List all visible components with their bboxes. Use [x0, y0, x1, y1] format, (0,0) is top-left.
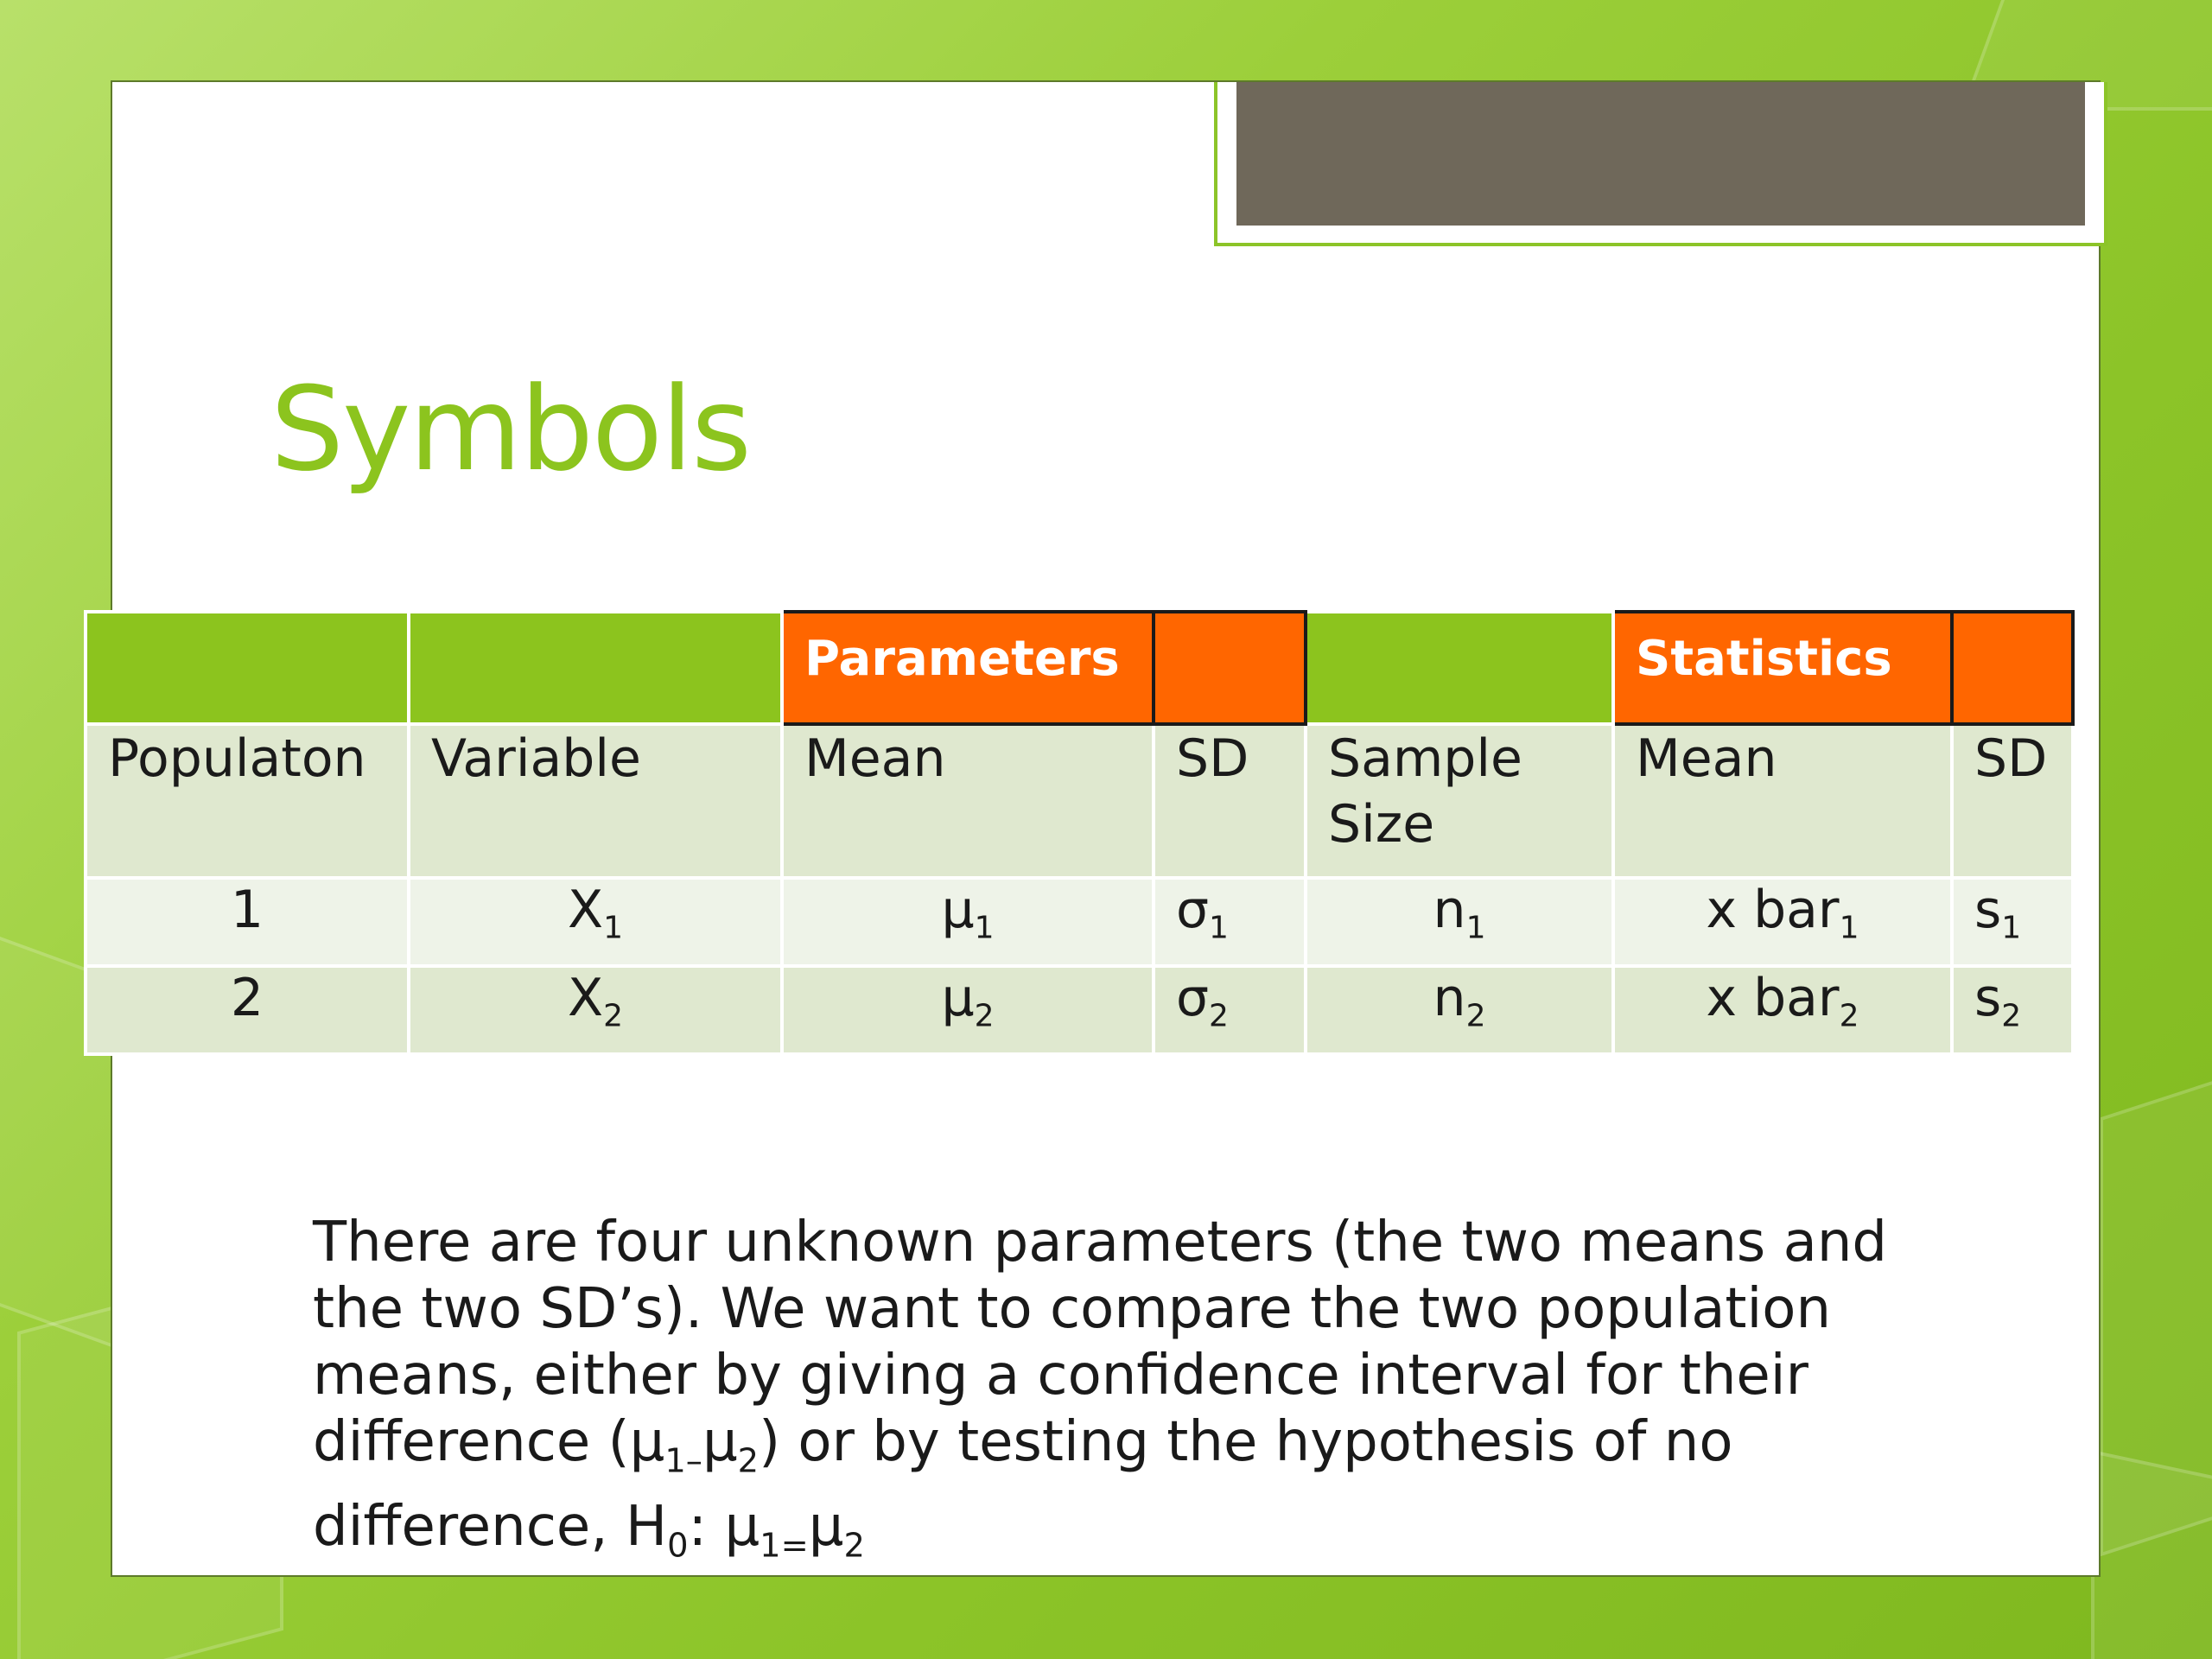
title-tab-fill [1236, 82, 2085, 226]
cell-mean: $\mu_1$ [782, 878, 1154, 966]
cell-xbar: x bar$_2$ [1613, 966, 1952, 1054]
column-header-param-sd: SD [1154, 724, 1306, 878]
cell-sample-size: $n_2$ [1306, 966, 1613, 1054]
cell-variable: $X_2$ [409, 966, 782, 1054]
size-label: Size [1328, 794, 1435, 855]
header-cell-empty [1952, 612, 2073, 724]
header-cell-empty [409, 612, 782, 724]
column-header-stat-mean: Mean [1613, 724, 1952, 878]
cell-mean: $\mu_2$ [782, 966, 1154, 1054]
column-header-variable: Variable [409, 724, 782, 878]
body-paragraph: There are four unknown parameters (the two means and the two SD’s). We want to compare the two population means, either by giving a confidence interval for their difference $(\mu_{1-}\mu_2)$ or by testing the hypothesis of no difference, $H_0$: $\mu_{1=}\mu_2$ [313, 1211, 1887, 1566]
title-tab [1214, 82, 2107, 246]
cell-xbar: x bar$_1$ [1613, 878, 1952, 966]
cell-sd: $\sigma_1$ [1154, 878, 1306, 966]
slide-title: Symbols [270, 362, 750, 497]
cell-population: 1 [86, 878, 409, 966]
cell-s: $s_1$ [1952, 878, 2073, 966]
symbols-table [84, 610, 2075, 1056]
table-group-header-row [86, 612, 2073, 724]
column-header-param-mean: Mean [782, 724, 1154, 878]
header-cell-empty [86, 612, 409, 724]
cell-sample-size: $n_1$ [1306, 878, 1613, 966]
statistics-header: Statistics [1613, 612, 1952, 724]
column-header-population: Populaton [86, 724, 409, 878]
cell-population: 2 [86, 966, 409, 1054]
cell-variable: $X_1$ [409, 878, 782, 966]
sample-label: Sample [1328, 728, 1522, 789]
column-header-stat-sd: SD [1952, 724, 2073, 878]
column-header-sample-size [1306, 724, 1613, 878]
header-cell-empty [1306, 612, 1613, 724]
cell-s: $s_2$ [1952, 966, 2073, 1054]
table-column-header-row [86, 724, 2073, 878]
background-shape [2091, 1450, 2212, 1659]
cell-sd: $\sigma_2$ [1154, 966, 1306, 1054]
header-cell-empty [1154, 612, 1306, 724]
parameters-header: Parameters [782, 612, 1154, 724]
table-row [86, 966, 2073, 1054]
table-row [86, 878, 2073, 966]
